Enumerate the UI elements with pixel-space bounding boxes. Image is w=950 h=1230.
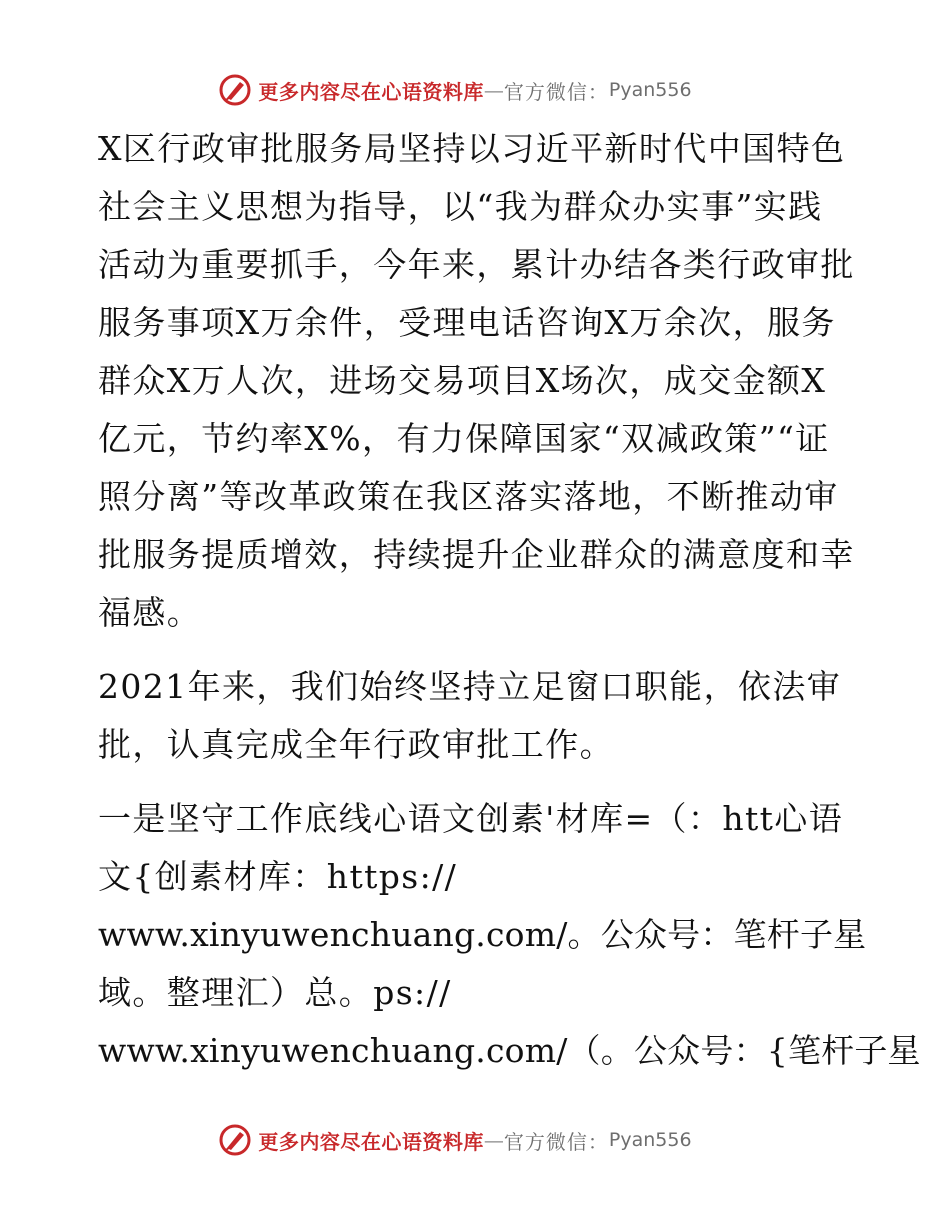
watermark-separator: — [483,1128,504,1152]
body-line: 活动为重要抓手，今年来，累计办结各类行政审批 [98,245,855,284]
body-line: 福感。 [98,593,202,632]
body-line: 文{创素材库：https:// [98,857,458,896]
watermark-label: 官方微信： [503,1129,609,1154]
watermark-separator: — [483,78,504,102]
watermark-wechat-id: Pyan556 [608,1129,692,1151]
feather-pen-logo-icon [218,1123,252,1157]
watermark-brand: 更多内容尽在心语资料库 [258,1129,484,1154]
feather-pen-logo-icon [218,73,252,107]
body-line: X区行政审批服务局坚持以习近平新时代中国特色 [98,129,846,168]
body-line: 群众X万人次，进场交易项目X场次，成交金额X [98,361,827,400]
body-line: 2021年来，我们始终坚持立足窗口职能，依法审 [98,667,842,706]
body-line: www.xinyuwenchuang.com/（。公众号：{笔杆子星 [98,1031,921,1070]
watermark-brand: 更多内容尽在心语资料库 [258,79,484,104]
body-line: 亿元，节约率X%，有力保障国家“双减政策”“证 [98,419,830,458]
body-line: 域。整理汇）总。ps:// [98,973,452,1012]
body-line: 批，认真完成全年行政审批工作。 [98,725,614,764]
header-watermark [0,70,950,110]
watermark-wechat-id: Pyan556 [608,79,692,101]
body-line: 照分离”等改革政策在我区落实落地，不断推动审 [98,477,839,516]
footer-watermark [0,1120,950,1160]
watermark-label: 官方微信： [503,79,609,104]
body-line: 一是坚守工作底线心语文创素'材库=（：htt心语 [98,799,844,838]
body-line: 批服务提质增效，持续提升企业群众的满意度和幸 [98,535,855,574]
body-line: www.xinyuwenchuang.com/。公众号：笔杆子星 [98,915,867,954]
body-line: 社会主义思想为指导，以“我为群众办实事”实践 [98,187,823,226]
body-line: 服务事项X万余件，受理电话咨询X万余次，服务 [98,303,836,342]
